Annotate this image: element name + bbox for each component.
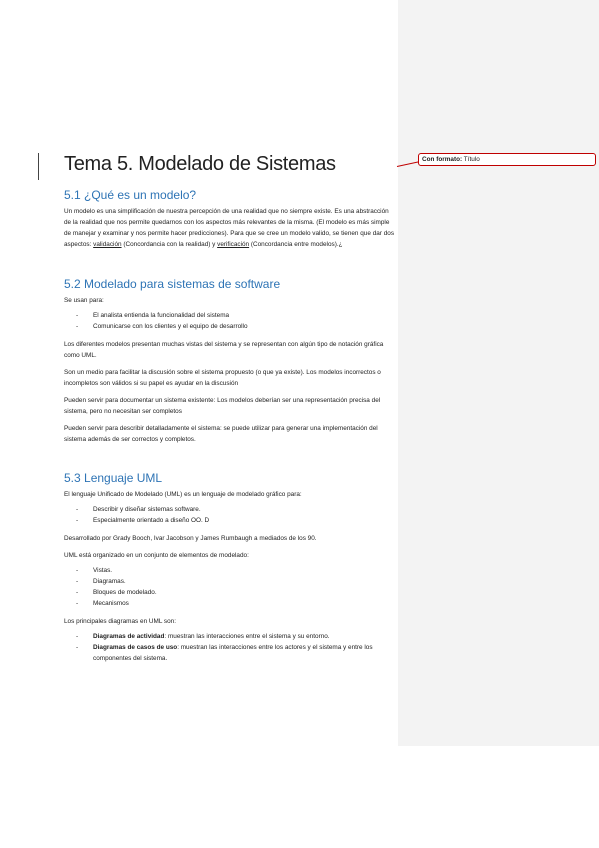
bullet-list <box>64 565 394 609</box>
list-item: - Especialmente orientado a diseño OO. D <box>76 515 394 526</box>
format-comment-balloon[interactable] <box>418 153 596 166</box>
paragraph: Los diferentes modelos presentan muchas vistas del sistema y se representan con algún tipo de notación gráfica como UML. <box>64 341 384 359</box>
page-margin <box>398 746 599 848</box>
comment-label: Con formato: <box>422 156 463 163</box>
paragraph: El lenguaje Unificado de Modelado (UML) es un lenguaje de modelado gráfico para: <box>64 491 302 498</box>
comment-value: Título <box>463 156 480 163</box>
paragraph: UML está organizado en un conjunto de elementos de modelado: <box>64 552 249 559</box>
paragraph: Los principales diagramas en UML son: <box>64 618 177 625</box>
link-validacion: validación <box>93 241 122 248</box>
paragraph: Son un medio para facilitar la discusión sobre el sistema propuesto (o que ya existe). Los modelos incorrectos o incompletos son válidos si su papel es ayudar en la discusión <box>64 369 381 387</box>
paragraph: Desarrollado por Grady Booch, Ivar Jacobson y James Rumbaugh a mediados de los 90. <box>64 535 317 542</box>
paragraph: Un modelo es una simplificación de nuestra percepción de una realidad que no siempre existe. Es una abstracción de la realidad que nos permite quedarnos con los aspectos más relevantes de la misma. (El modelo es más simple de manejar y examinar y nos permite hacer predicciones). Para que se cree un modelo valido, se tienen que dar dos aspectos: validación (Concordancia con la realidad) y verificación (Concordancia entre modelos).¿ <box>64 208 395 248</box>
list-item: - Mecanismos <box>76 598 394 609</box>
list-item: - Describir y diseñar sistemas software. <box>76 504 394 515</box>
list-item: - Diagramas de casos de uso: muestran las interacciones entre los actores y el sistema y entre los componentes del sistema. <box>76 642 394 664</box>
list-item: - Comunicarse con los clientes y el equipo de desarrollo <box>76 321 394 332</box>
list-item: - Vistas. <box>76 565 394 576</box>
link-verificacion: verificación <box>217 241 250 248</box>
markup-pane <box>398 0 599 746</box>
paragraph: Pueden servir para describir detalladamente el sistema: se puede utilizar para generar una implementación del sistema además de ser correctos y completos. <box>64 425 378 443</box>
paragraph: Se usan para: <box>64 297 104 304</box>
section-heading-5-2: 5.2 Modelado para sistemas de software <box>64 277 281 291</box>
list-item: - Diagramas de actividad: muestran las interacciones entre el sistema y su entorno. <box>76 631 394 642</box>
change-bar <box>38 153 39 180</box>
list-item: - Diagramas. <box>76 576 394 587</box>
paragraph: Pueden servir para documentar un sistema existente: Los modelos deberían ser una representación precisa del sistema, pero no necesitan ser completos <box>64 397 381 415</box>
document-title: Tema 5. Modelado de Sistemas <box>64 153 336 175</box>
bullet-list <box>64 631 394 664</box>
list-item: - El analista entienda la funcionalidad del sistema <box>76 310 394 321</box>
list-item: - Bloques de modelado. <box>76 587 394 598</box>
bullet-list <box>64 504 394 526</box>
section-heading-5-1: 5.1 ¿Qué es un modelo? <box>64 188 197 202</box>
document-body[interactable] <box>64 150 394 671</box>
section-heading-5-3: 5.3 Lenguaje UML <box>64 471 163 485</box>
bullet-list <box>64 310 394 332</box>
